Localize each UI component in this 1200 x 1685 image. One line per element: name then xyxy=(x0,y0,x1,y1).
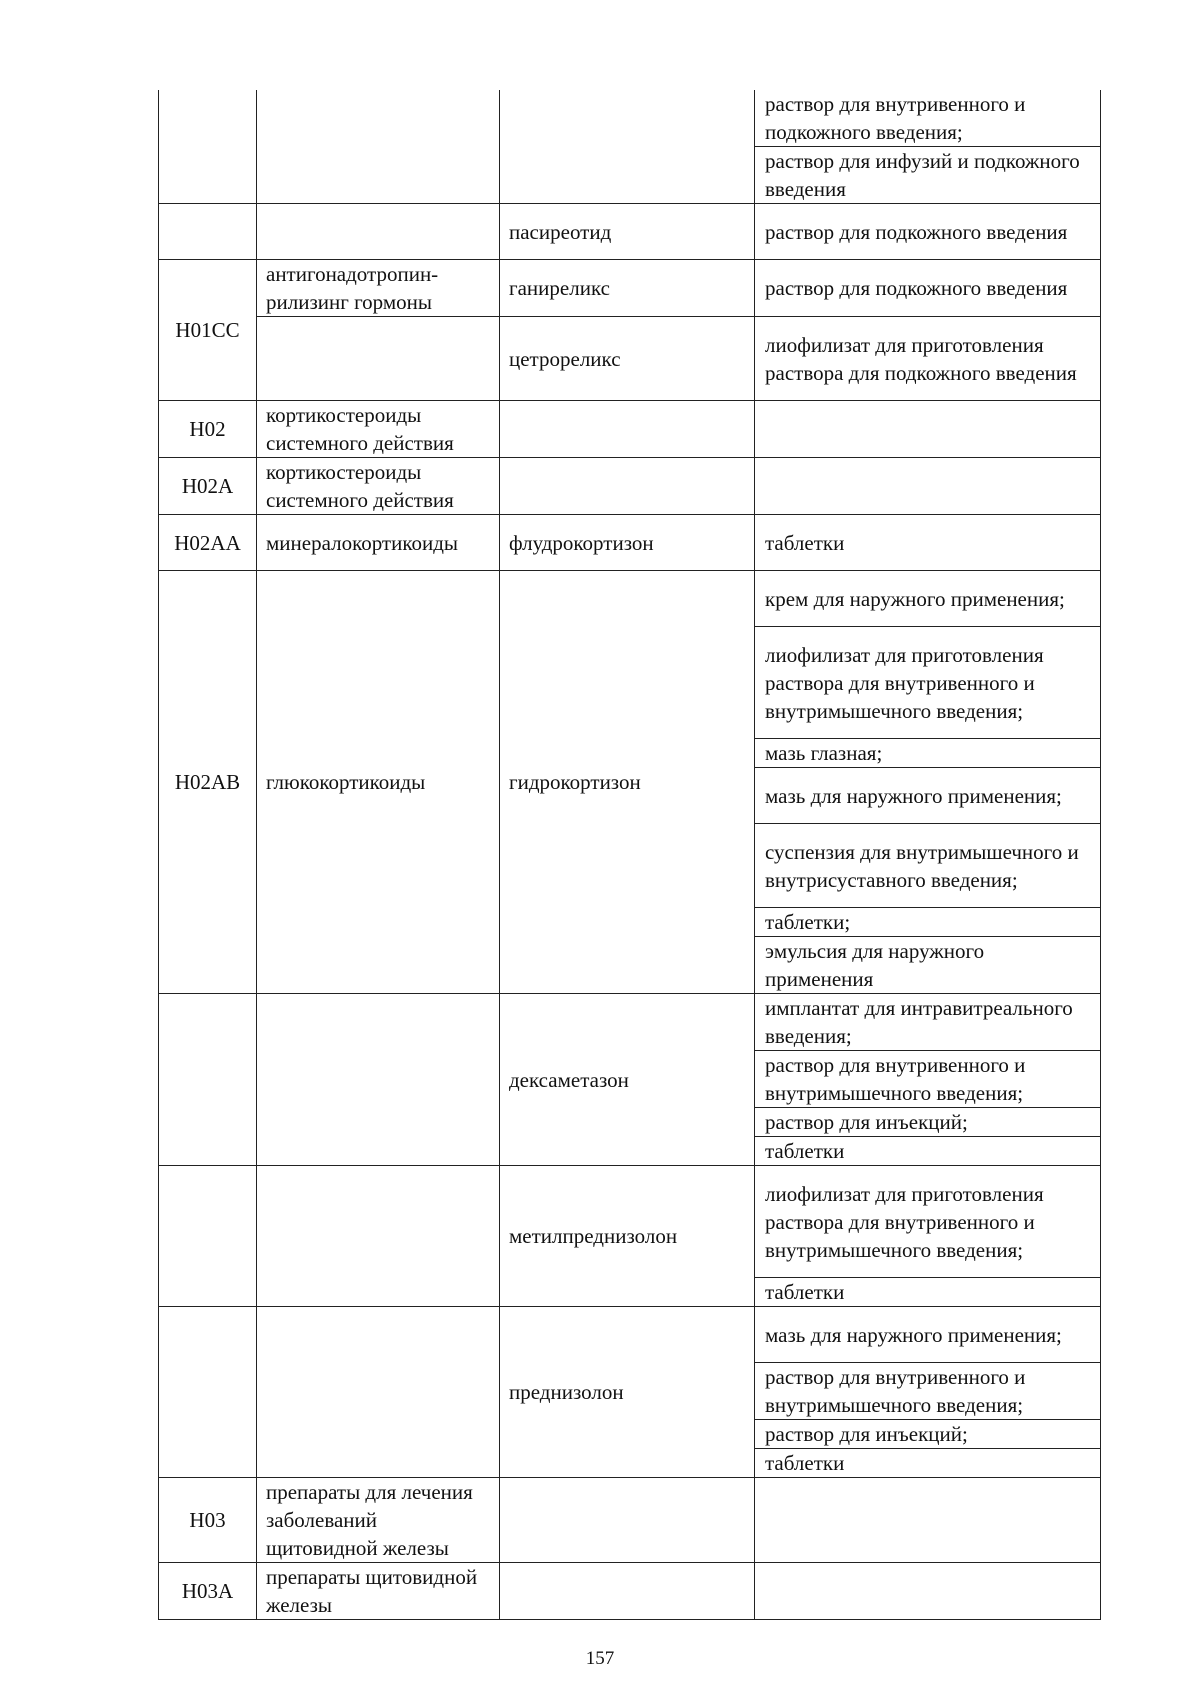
substance-cell xyxy=(500,458,755,515)
atc-code-cell xyxy=(159,204,257,260)
dosage-form-cell: мазь для наружного применения; xyxy=(755,768,1101,824)
drug-table xyxy=(158,90,1101,1620)
substance-cell: гидрокортизон xyxy=(500,571,755,994)
atc-code-cell: H02AB xyxy=(159,571,257,994)
group-cell xyxy=(257,317,500,401)
atc-code-cell: H02AA xyxy=(159,515,257,571)
dosage-form-cell: имплантат для интравитреального введения; xyxy=(755,994,1101,1051)
dosage-form-cell: крем для наружного применения; xyxy=(755,571,1101,627)
dosage-form-cell: лиофилизат для приготовления раствора для внутривенного и внутримышечного введения; xyxy=(755,627,1101,739)
substance-cell xyxy=(500,90,755,204)
table-row xyxy=(159,994,1101,1051)
dosage-form-cell: раствор для внутривенного и подкожного введения; xyxy=(755,90,1101,147)
table-row xyxy=(159,317,1101,401)
table-row xyxy=(159,260,1101,317)
substance-cell xyxy=(500,1478,755,1563)
table-row xyxy=(159,515,1101,571)
atc-code-cell: H02 xyxy=(159,401,257,458)
group-cell: минералокортикоиды xyxy=(257,515,500,571)
group-cell: препараты щитовидной железы xyxy=(257,1563,500,1620)
dosage-form-cell xyxy=(755,1563,1101,1620)
dosage-form-cell: эмульсия для наружного применения xyxy=(755,937,1101,994)
atc-code-cell xyxy=(159,994,257,1166)
dosage-form-cell xyxy=(755,1478,1101,1563)
table-row xyxy=(159,90,1101,147)
table-row xyxy=(159,1478,1101,1563)
atc-code-cell: H02A xyxy=(159,458,257,515)
dosage-form-cell: мазь для наружного применения; xyxy=(755,1307,1101,1363)
atc-code-cell: H03 xyxy=(159,1478,257,1563)
substance-cell: цетрореликс xyxy=(500,317,755,401)
dosage-form-cell: раствор для инфузий и подкожного введения xyxy=(755,147,1101,204)
substance-cell: ганиреликс xyxy=(500,260,755,317)
dosage-form-cell: суспензия для внутримышечного и внутрисуставного введения; xyxy=(755,824,1101,908)
dosage-form-cell: таблетки xyxy=(755,1278,1101,1307)
table-row xyxy=(159,204,1101,260)
dosage-form-cell: раствор для инъекций; xyxy=(755,1420,1101,1449)
group-cell xyxy=(257,90,500,204)
dosage-form-cell: лиофилизат для приготовления раствора для подкожного введения xyxy=(755,317,1101,401)
table-row xyxy=(159,571,1101,627)
dosage-form-cell: таблетки xyxy=(755,1137,1101,1166)
dosage-form-cell: раствор для инъекций; xyxy=(755,1108,1101,1137)
table-row xyxy=(159,1307,1101,1363)
group-cell: кортикостероиды системного действия xyxy=(257,401,500,458)
dosage-form-cell xyxy=(755,458,1101,515)
table-row xyxy=(159,1166,1101,1278)
dosage-form-cell: раствор для подкожного введения xyxy=(755,204,1101,260)
substance-cell xyxy=(500,1563,755,1620)
substance-cell xyxy=(500,401,755,458)
group-cell xyxy=(257,994,500,1166)
atc-code-cell: H03A xyxy=(159,1563,257,1620)
group-cell xyxy=(257,1307,500,1478)
page-number: 157 xyxy=(585,1648,615,1669)
dosage-form-cell: раствор для внутривенного и внутримышечного введения; xyxy=(755,1363,1101,1420)
dosage-form-cell: таблетки xyxy=(755,1449,1101,1478)
atc-code-cell xyxy=(159,90,257,204)
dosage-form-cell xyxy=(755,401,1101,458)
table-row xyxy=(159,458,1101,515)
substance-cell: метилпреднизолон xyxy=(500,1166,755,1307)
dosage-form-cell: таблетки; xyxy=(755,908,1101,937)
dosage-form-cell: мазь глазная; xyxy=(755,739,1101,768)
substance-cell: флудрокортизон xyxy=(500,515,755,571)
dosage-form-cell: лиофилизат для приготовления раствора для внутривенного и внутримышечного введения; xyxy=(755,1166,1101,1278)
group-cell: антигонадотропин-рилизинг гормоны xyxy=(257,260,500,317)
dosage-form-cell: раствор для внутривенного и внутримышечного введения; xyxy=(755,1051,1101,1108)
group-cell: глюкокортикоиды xyxy=(257,571,500,994)
group-cell: препараты для лечения заболеваний щитовидной железы xyxy=(257,1478,500,1563)
group-cell: кортикостероиды системного действия xyxy=(257,458,500,515)
table-row xyxy=(159,401,1101,458)
dosage-form-cell: таблетки xyxy=(755,515,1101,571)
dosage-form-cell: раствор для подкожного введения xyxy=(755,260,1101,317)
group-cell xyxy=(257,204,500,260)
substance-cell: преднизолон xyxy=(500,1307,755,1478)
atc-code-cell xyxy=(159,1166,257,1307)
substance-cell: пасиреотид xyxy=(500,204,755,260)
table-row xyxy=(159,1563,1101,1620)
group-cell xyxy=(257,1166,500,1307)
atc-code-cell: H01CC xyxy=(159,260,257,401)
atc-code-cell xyxy=(159,1307,257,1478)
substance-cell: дексаметазон xyxy=(500,994,755,1166)
